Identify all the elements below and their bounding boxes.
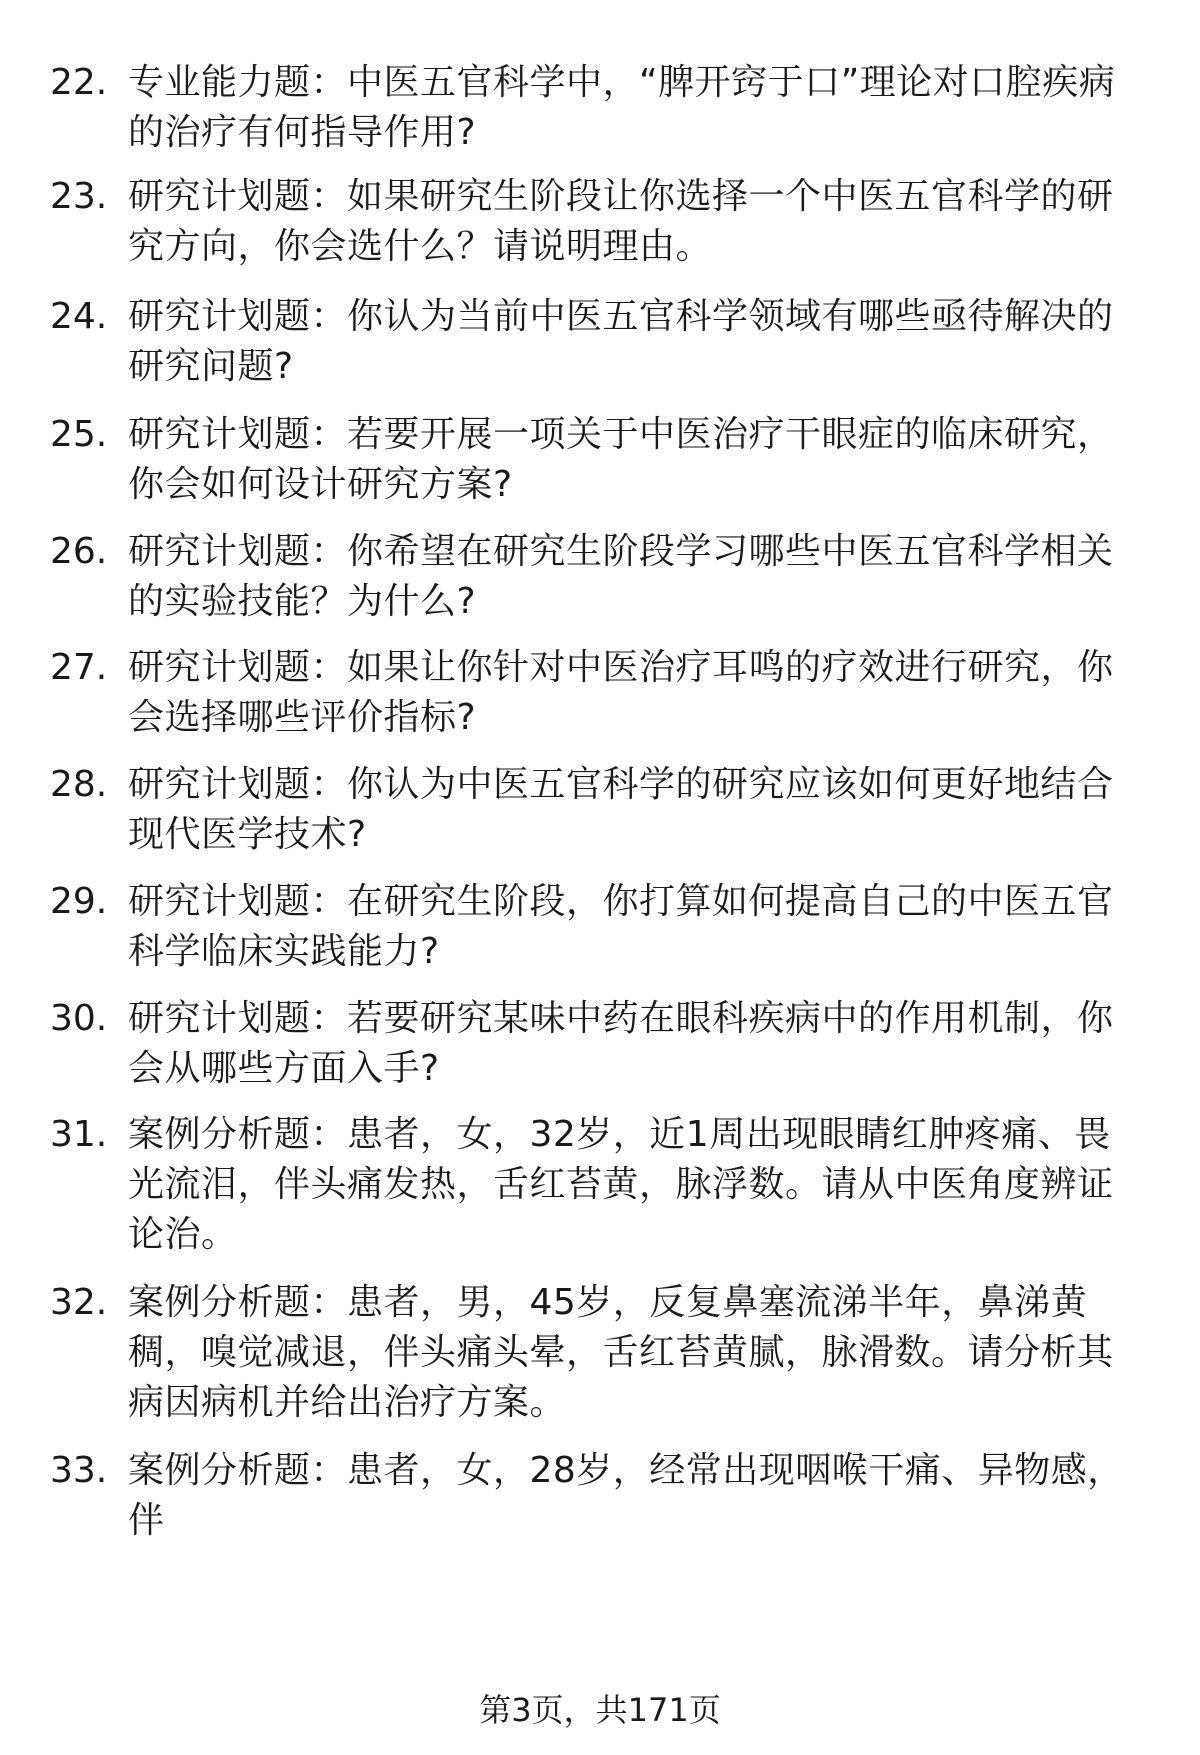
question-text: 案例分析题：患者，男，45岁，反复鼻塞流涕半年，鼻涕黄稠，嗅觉减退，伴头痛头晕，舌红苔黄腻，脉滑数。请分析其病因病机并给出治疗方案。: [128, 1282, 1114, 1423]
question-number: 27.: [50, 647, 108, 688]
question-number: 23.: [50, 176, 108, 217]
question-text: 研究计划题：如果让你针对中医治疗耳鸣的疗效进行研究，你会选择哪些评价指标?: [128, 647, 1114, 738]
question-number: 30.: [50, 998, 108, 1039]
question-text: 研究计划题：你认为中医五官科学的研究应该如何更好地结合现代医学技术?: [128, 764, 1114, 855]
question-number: 32.: [50, 1282, 108, 1323]
question-number: 26.: [50, 531, 108, 572]
question-number: 25.: [50, 414, 108, 455]
question-text: 研究计划题：若要开展一项关于中医治疗干眼症的临床研究，你会如何设计研究方案?: [128, 414, 1114, 505]
page-footer: 第3页，共171页: [479, 1691, 721, 1729]
question-text: 研究计划题：你认为当前中医五官科学领域有哪些亟待解决的研究问题?: [128, 296, 1114, 387]
question-number: 33.: [50, 1450, 108, 1491]
question-number: 24.: [50, 296, 108, 337]
question-text: 案例分析题：患者，女，32岁，近1周出现眼睛红肿疼痛、畏光流泪，伴头痛发热，舌红苔黄，脉浮数。请从中医角度辨证论治。: [128, 1114, 1114, 1255]
question-text: 案例分析题：患者，女，28岁，经常出现咽喉干痛、异物感，伴: [128, 1450, 1124, 1541]
question-text: 研究计划题：如果研究生阶段让你选择一个中医五官科学的研究方向，你会选什么？请说明理由。: [128, 176, 1114, 267]
question-text: 研究计划题：若要研究某味中药在眼科疾病中的作用机制，你会从哪些方面入手?: [128, 998, 1114, 1089]
question-number: 22.: [50, 62, 108, 103]
question-text: 专业能力题：中医五官科学中，“脾开窍于口”理论对口腔疾病的治疗有何指导作用?: [128, 62, 1116, 153]
question-number: 29.: [50, 881, 108, 922]
question-text: 研究计划题：在研究生阶段，你打算如何提高自己的中医五官科学临床实践能力?: [128, 881, 1114, 972]
question-number: 31.: [50, 1114, 108, 1155]
question-text: 研究计划题：你希望在研究生阶段学习哪些中医五官科学相关的实验技能？为什么?: [128, 531, 1114, 622]
question-number: 28.: [50, 764, 108, 805]
